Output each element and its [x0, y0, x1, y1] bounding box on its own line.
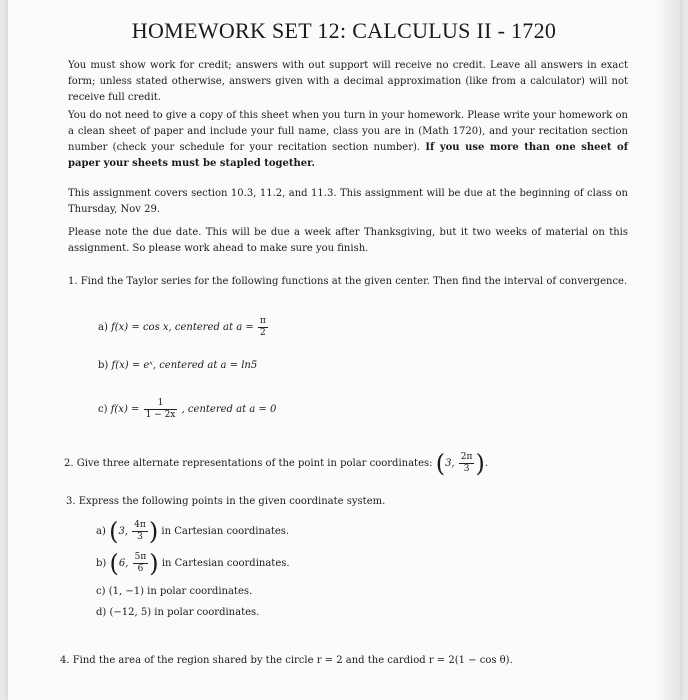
open-paren: (	[435, 449, 446, 478]
question-3d-text: (−12, 5) in polar coordinates.	[109, 607, 260, 618]
instructions-submission	[68, 108, 628, 172]
fraction-numerator: π	[259, 316, 266, 326]
question-3b-r: 6,	[118, 558, 129, 569]
question-1b-function: f(x) = eˣ, centered at a = ln5	[111, 360, 258, 371]
question-3c-label: c)	[96, 586, 106, 597]
question-1c	[98, 398, 276, 421]
question-2-text: 2. Give three alternate representations of the point in polar coordinates:	[64, 458, 433, 469]
question-3a-angle	[132, 520, 148, 543]
question-3a	[96, 517, 290, 546]
question-1a-function: f(x) = cos x, centered at a =	[111, 322, 254, 333]
question-3c	[96, 584, 252, 600]
close-paren: )	[149, 549, 159, 578]
question-3c-text: (1, −1) in polar coordinates.	[108, 586, 253, 597]
question-3a-r: 3,	[118, 526, 128, 537]
question-3b-rest: in Cartesian coordinates.	[161, 558, 290, 569]
question-1a-label: a)	[98, 322, 108, 333]
question-3d-label: d)	[96, 607, 107, 618]
question-3a-rest: in Cartesian coordinates.	[161, 526, 290, 537]
fraction-denominator: 3	[137, 532, 143, 542]
question-3b	[96, 549, 290, 578]
question-1c-rhs: , centered at a = 0	[181, 404, 277, 415]
instructions-work: You must show work for credit; answers with out support will receive no credit. Leave all answers in exact form; unless stated otherwise, answers given with a decimal approximation (like from a calculator) will not receive full credit.	[68, 60, 628, 103]
question-1b	[98, 358, 257, 374]
assignment-coverage: This assignment covers section 10.3, 11.2, and 11.3. This assignment will be due at the beginning of class on Thursday, Nov 29.	[68, 188, 628, 215]
close-paren: )	[475, 449, 485, 478]
question-1c-lhs: f(x) =	[110, 404, 140, 415]
question-1a-center-fraction	[258, 316, 268, 339]
close-paren: )	[148, 517, 159, 546]
staple-warning: If you use more than one sheet of paper your sheets must be stapled together.	[68, 142, 628, 169]
open-paren: (	[109, 517, 119, 546]
page-title: HOMEWORK SET 12: CALCULUS II - 1720	[131, 18, 557, 43]
homework-sheet	[8, 0, 680, 700]
question-1b-label: b)	[98, 360, 109, 371]
question-3d	[96, 605, 259, 621]
question-1c-fraction	[144, 398, 178, 421]
question-1a	[98, 316, 269, 339]
fraction-numerator: 5π	[134, 552, 147, 562]
question-2-point-r: 3,	[445, 458, 455, 469]
instructions-submission-text: You do not need to give a copy of this sheet when you turn in your homework. Please write your homework on a clean sheet of paper and include your full name, class you are in (Math 1720), and your recitation section number (check your schedule for your recitation section number).	[68, 110, 628, 153]
due-date-note: Please note the due date. This will be due a week after Thanksgiving, but it two weeks of material on this assignment. So please work ahead to make sure you finish.	[68, 227, 628, 254]
question-1: 1. Find the Taylor series for the following functions at the given center. Then find the interval of convergence.	[68, 276, 628, 287]
fraction-denominator: 6	[137, 564, 144, 574]
fraction-denominator: 2	[260, 328, 266, 338]
question-3b-label: b)	[96, 558, 107, 569]
question-1c-label: c)	[98, 404, 108, 415]
question-3: 3. Express the following points in the given coordinate system.	[66, 496, 386, 507]
page-edge-shadow	[654, 0, 680, 700]
question-3b-angle	[133, 552, 149, 575]
question-2-point-angle	[459, 452, 475, 475]
fraction-numerator: 2π	[460, 452, 473, 462]
fraction-denominator: 3	[463, 464, 470, 474]
question-2: 2. Give three alternate representations of the point in polar coordinates: (3, $\frac{2\pi}{3}$ ).	[64, 449, 489, 478]
fraction-numerator: 4π	[134, 520, 146, 530]
question-4: 4. Find the area of the region shared by the circle r = 2 and the cardiod r = 2(1 − cos θ).	[60, 655, 513, 666]
fraction-numerator: 1	[144, 398, 178, 410]
question-3a-label: a)	[96, 526, 106, 537]
open-paren: (	[109, 549, 119, 578]
fraction-denominator: 1 − 2x	[145, 410, 176, 420]
